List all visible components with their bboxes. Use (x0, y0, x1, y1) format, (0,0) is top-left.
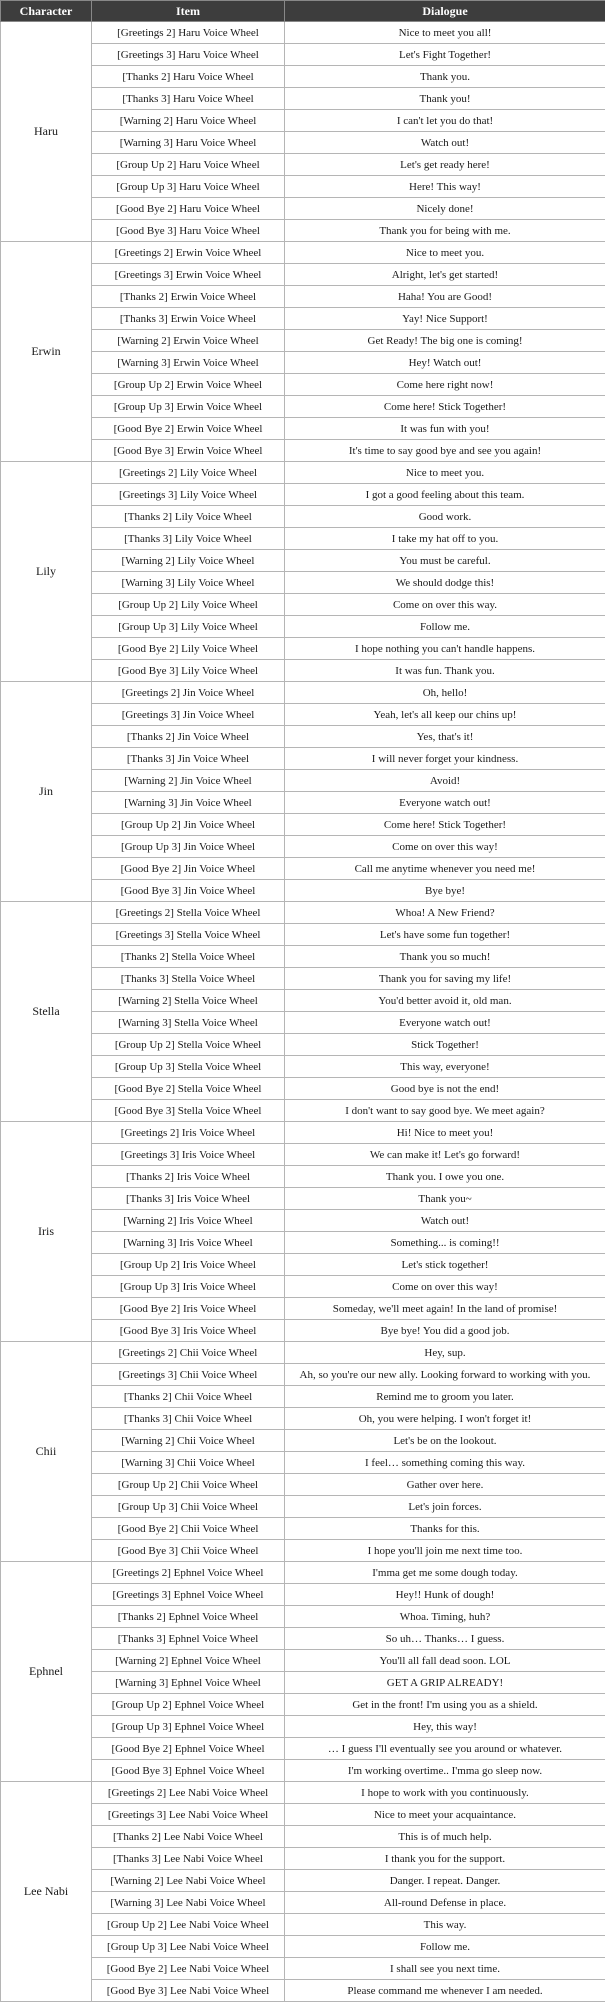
table-row (1, 484, 605, 506)
character-cell: Jin (1, 682, 92, 902)
item-cell: [Greetings 3] Chii Voice Wheel (92, 1364, 285, 1386)
table-row (1, 1782, 605, 1804)
table-row (1, 1694, 605, 1716)
dialogue-cell: I can't let you do that! (285, 110, 605, 132)
item-cell: [Group Up 2] Lee Nabi Voice Wheel (92, 1914, 285, 1936)
item-cell: [Greetings 3] Stella Voice Wheel (92, 924, 285, 946)
item-cell: [Warning 3] Haru Voice Wheel (92, 132, 285, 154)
dialogue-cell: Here! This way! (285, 176, 605, 198)
dialogue-cell: Everyone watch out! (285, 1012, 605, 1034)
dialogue-cell: I will never forget your kindness. (285, 748, 605, 770)
table-row (1, 1144, 605, 1166)
dialogue-cell: Thank you. (285, 66, 605, 88)
character-cell: Haru (1, 22, 92, 242)
dialogue-cell: Let's stick together! (285, 1254, 605, 1276)
item-cell: [Warning 3] Ephnel Voice Wheel (92, 1672, 285, 1694)
item-cell: [Group Up 3] Erwin Voice Wheel (92, 396, 285, 418)
dialogue-cell: Come on over this way! (285, 1276, 605, 1298)
dialogue-cell: This way. (285, 1914, 605, 1936)
item-cell: [Greetings 3] Iris Voice Wheel (92, 1144, 285, 1166)
item-cell: [Thanks 2] Erwin Voice Wheel (92, 286, 285, 308)
dialogue-cell: This way, everyone! (285, 1056, 605, 1078)
item-cell: [Group Up 2] Stella Voice Wheel (92, 1034, 285, 1056)
character-cell: Stella (1, 902, 92, 1122)
table-row (1, 1650, 605, 1672)
item-cell: [Good Bye 2] Iris Voice Wheel (92, 1298, 285, 1320)
header-character: Character (1, 1, 92, 22)
table-row (1, 616, 605, 638)
dialogue-cell: Stick Together! (285, 1034, 605, 1056)
table-body (1, 22, 605, 2002)
item-cell: [Warning 3] Erwin Voice Wheel (92, 352, 285, 374)
item-cell: [Warning 2] Erwin Voice Wheel (92, 330, 285, 352)
dialogue-cell: Nice to meet you all! (285, 22, 605, 44)
table-row (1, 1364, 605, 1386)
dialogue-cell: We should dodge this! (285, 572, 605, 594)
item-cell: [Group Up 3] Lily Voice Wheel (92, 616, 285, 638)
table-row (1, 1562, 605, 1584)
dialogue-cell: Oh, hello! (285, 682, 605, 704)
item-cell: [Greetings 2] Jin Voice Wheel (92, 682, 285, 704)
table-row (1, 66, 605, 88)
table-row (1, 396, 605, 418)
table-row (1, 220, 605, 242)
table-row (1, 198, 605, 220)
table-row (1, 1606, 605, 1628)
dialogue-cell: You must be careful. (285, 550, 605, 572)
item-cell: [Group Up 2] Jin Voice Wheel (92, 814, 285, 836)
character-cell: Ephnel (1, 1562, 92, 1782)
table-row (1, 308, 605, 330)
item-cell: [Thanks 2] Lee Nabi Voice Wheel (92, 1826, 285, 1848)
table-row (1, 1012, 605, 1034)
dialogue-cell: We can make it! Let's go forward! (285, 1144, 605, 1166)
dialogue-cell: Gather over here. (285, 1474, 605, 1496)
table-row (1, 110, 605, 132)
item-cell: [Warning 2] Haru Voice Wheel (92, 110, 285, 132)
item-cell: [Good Bye 3] Ephnel Voice Wheel (92, 1760, 285, 1782)
dialogue-cell: All-round Defense in place. (285, 1892, 605, 1914)
table-row (1, 1430, 605, 1452)
item-cell: [Thanks 2] Haru Voice Wheel (92, 66, 285, 88)
item-cell: [Good Bye 3] Stella Voice Wheel (92, 1100, 285, 1122)
item-cell: [Warning 2] Stella Voice Wheel (92, 990, 285, 1012)
item-cell: [Greetings 3] Lily Voice Wheel (92, 484, 285, 506)
item-cell: [Warning 3] Chii Voice Wheel (92, 1452, 285, 1474)
table-row (1, 1672, 605, 1694)
header-dialogue: Dialogue (285, 1, 605, 22)
item-cell: [Good Bye 2] Lily Voice Wheel (92, 638, 285, 660)
dialogue-cell: Hey!! Hunk of dough! (285, 1584, 605, 1606)
dialogue-cell: Good bye is not the end! (285, 1078, 605, 1100)
table-row (1, 352, 605, 374)
dialogue-cell: I don't want to say good bye. We meet again? (285, 1100, 605, 1122)
dialogue-cell: I'mma get me some dough today. (285, 1562, 605, 1584)
dialogue-cell: I take my hat off to you. (285, 528, 605, 550)
item-cell: [Warning 3] Iris Voice Wheel (92, 1232, 285, 1254)
item-cell: [Warning 3] Jin Voice Wheel (92, 792, 285, 814)
item-cell: [Good Bye 2] Erwin Voice Wheel (92, 418, 285, 440)
item-cell: [Good Bye 3] Jin Voice Wheel (92, 880, 285, 902)
dialogue-cell: It's time to say good bye and see you again! (285, 440, 605, 462)
item-cell: [Group Up 3] Jin Voice Wheel (92, 836, 285, 858)
dialogue-cell: You'd better avoid it, old man. (285, 990, 605, 1012)
item-cell: [Thanks 2] Jin Voice Wheel (92, 726, 285, 748)
table-row (1, 814, 605, 836)
dialogue-cell: Thank you. I owe you one. (285, 1166, 605, 1188)
dialogue-cell: Come on over this way! (285, 836, 605, 858)
table-row (1, 1342, 605, 1364)
item-cell: [Thanks 3] Erwin Voice Wheel (92, 308, 285, 330)
item-cell: [Greetings 3] Jin Voice Wheel (92, 704, 285, 726)
dialogue-cell: Yeah, let's all keep our chins up! (285, 704, 605, 726)
dialogue-cell: Follow me. (285, 1936, 605, 1958)
item-cell: [Good Bye 2] Jin Voice Wheel (92, 858, 285, 880)
table-row (1, 462, 605, 484)
dialogue-cell: Let's join forces. (285, 1496, 605, 1518)
table-row (1, 1628, 605, 1650)
table-row (1, 836, 605, 858)
item-cell: [Good Bye 3] Haru Voice Wheel (92, 220, 285, 242)
dialogue-cell: Nice to meet your acquaintance. (285, 1804, 605, 1826)
dialogue-cell: Come here right now! (285, 374, 605, 396)
table-row (1, 1210, 605, 1232)
item-cell: [Greetings 2] Chii Voice Wheel (92, 1342, 285, 1364)
table-row (1, 440, 605, 462)
table-row (1, 1980, 605, 2002)
table-row (1, 1738, 605, 1760)
dialogue-cell: Nice to meet you. (285, 242, 605, 264)
table-row (1, 528, 605, 550)
table-row (1, 1386, 605, 1408)
item-cell: [Thanks 3] Jin Voice Wheel (92, 748, 285, 770)
table-row (1, 22, 605, 44)
table-row (1, 968, 605, 990)
table-row (1, 594, 605, 616)
item-cell: [Good Bye 3] Lily Voice Wheel (92, 660, 285, 682)
item-cell: [Thanks 3] Iris Voice Wheel (92, 1188, 285, 1210)
table-row (1, 902, 605, 924)
item-cell: [Group Up 2] Lily Voice Wheel (92, 594, 285, 616)
table-row (1, 154, 605, 176)
dialogue-cell: Let's have some fun together! (285, 924, 605, 946)
dialogue-cell: Get in the front! I'm using you as a shield. (285, 1694, 605, 1716)
dialogue-cell: Yes, that's it! (285, 726, 605, 748)
table-row (1, 1804, 605, 1826)
dialogue-cell: Avoid! (285, 770, 605, 792)
dialogue-cell: Remind me to groom you later. (285, 1386, 605, 1408)
table-row (1, 1936, 605, 1958)
item-cell: [Group Up 2] Haru Voice Wheel (92, 154, 285, 176)
dialogue-cell: Get Ready! The big one is coming! (285, 330, 605, 352)
table-row (1, 792, 605, 814)
dialogue-cell: I hope nothing you can't handle happens. (285, 638, 605, 660)
table-row (1, 704, 605, 726)
item-cell: [Thanks 2] Chii Voice Wheel (92, 1386, 285, 1408)
dialogue-cell: Haha! You are Good! (285, 286, 605, 308)
table-row (1, 1320, 605, 1342)
table-row (1, 1034, 605, 1056)
table-row (1, 1914, 605, 1936)
item-cell: [Good Bye 2] Haru Voice Wheel (92, 198, 285, 220)
table-row (1, 242, 605, 264)
table-row (1, 660, 605, 682)
table-row (1, 1958, 605, 1980)
item-cell: [Greetings 2] Iris Voice Wheel (92, 1122, 285, 1144)
table-row (1, 638, 605, 660)
dialogue-cell: Whoa! A New Friend? (285, 902, 605, 924)
table-row (1, 1496, 605, 1518)
dialogue-cell: Watch out! (285, 1210, 605, 1232)
item-cell: [Group Up 2] Iris Voice Wheel (92, 1254, 285, 1276)
character-cell: Iris (1, 1122, 92, 1342)
dialogue-cell: Bye bye! (285, 880, 605, 902)
item-cell: [Thanks 3] Lee Nabi Voice Wheel (92, 1848, 285, 1870)
item-cell: [Warning 3] Lee Nabi Voice Wheel (92, 1892, 285, 1914)
dialogue-cell: I hope to work with you continuously. (285, 1782, 605, 1804)
table-row (1, 286, 605, 308)
item-cell: [Greetings 3] Lee Nabi Voice Wheel (92, 1804, 285, 1826)
item-cell: [Good Bye 2] Chii Voice Wheel (92, 1518, 285, 1540)
dialogue-cell: So uh… Thanks… I guess. (285, 1628, 605, 1650)
item-cell: [Thanks 2] Stella Voice Wheel (92, 946, 285, 968)
dialogue-cell: Thanks for this. (285, 1518, 605, 1540)
table-row (1, 418, 605, 440)
character-cell: Chii (1, 1342, 92, 1562)
item-cell: [Thanks 3] Haru Voice Wheel (92, 88, 285, 110)
dialogue-cell: Let's be on the lookout. (285, 1430, 605, 1452)
table-row (1, 1232, 605, 1254)
table-row (1, 1826, 605, 1848)
item-cell: [Group Up 2] Chii Voice Wheel (92, 1474, 285, 1496)
dialogue-cell: I thank you for the support. (285, 1848, 605, 1870)
item-cell: [Warning 2] Chii Voice Wheel (92, 1430, 285, 1452)
item-cell: [Thanks 2] Iris Voice Wheel (92, 1166, 285, 1188)
item-cell: [Greetings 3] Erwin Voice Wheel (92, 264, 285, 286)
dialogue-cell: Good work. (285, 506, 605, 528)
table-row (1, 264, 605, 286)
dialogue-cell: Thank you~ (285, 1188, 605, 1210)
dialogue-cell: Watch out! (285, 132, 605, 154)
item-cell: [Good Bye 2] Lee Nabi Voice Wheel (92, 1958, 285, 1980)
character-cell: Lee Nabi (1, 1782, 92, 2002)
table-row (1, 330, 605, 352)
table-row (1, 1276, 605, 1298)
character-cell: Lily (1, 462, 92, 682)
dialogue-cell: It was fun. Thank you. (285, 660, 605, 682)
dialogue-cell: You'll all fall dead soon. LOL (285, 1650, 605, 1672)
dialogue-cell: Someday, we'll meet again! In the land of promise! (285, 1298, 605, 1320)
table-row (1, 88, 605, 110)
item-cell: [Warning 2] Iris Voice Wheel (92, 1210, 285, 1232)
dialogue-cell: I hope you'll join me next time too. (285, 1540, 605, 1562)
dialogue-cell: Call me anytime whenever you need me! (285, 858, 605, 880)
dialogue-cell: Ah, so you're our new ally. Looking forward to working with you. (285, 1364, 605, 1386)
table-row (1, 1474, 605, 1496)
table-row (1, 1518, 605, 1540)
item-cell: [Greetings 2] Lee Nabi Voice Wheel (92, 1782, 285, 1804)
item-cell: [Greetings 2] Erwin Voice Wheel (92, 242, 285, 264)
table-row (1, 1870, 605, 1892)
item-cell: [Greetings 2] Stella Voice Wheel (92, 902, 285, 924)
dialogue-cell: Come here! Stick Together! (285, 814, 605, 836)
dialogue-cell: This is of much help. (285, 1826, 605, 1848)
item-cell: [Group Up 3] Stella Voice Wheel (92, 1056, 285, 1078)
item-cell: [Thanks 3] Stella Voice Wheel (92, 968, 285, 990)
table-row (1, 1122, 605, 1144)
table-row (1, 924, 605, 946)
dialogue-cell: Hey! Watch out! (285, 352, 605, 374)
table-row (1, 374, 605, 396)
dialogue-cell: Everyone watch out! (285, 792, 605, 814)
item-cell: [Thanks 3] Chii Voice Wheel (92, 1408, 285, 1430)
dialogue-cell: … I guess I'll eventually see you around or whatever. (285, 1738, 605, 1760)
table-row (1, 1166, 605, 1188)
item-cell: [Good Bye 2] Stella Voice Wheel (92, 1078, 285, 1100)
item-cell: [Thanks 2] Lily Voice Wheel (92, 506, 285, 528)
item-cell: [Group Up 3] Ephnel Voice Wheel (92, 1716, 285, 1738)
dialogue-cell: Something... is coming!! (285, 1232, 605, 1254)
dialogue-cell: Thank you for being with me. (285, 220, 605, 242)
item-cell: [Warning 2] Ephnel Voice Wheel (92, 1650, 285, 1672)
table-row (1, 748, 605, 770)
table-row (1, 682, 605, 704)
table-row (1, 550, 605, 572)
item-cell: [Good Bye 3] Chii Voice Wheel (92, 1540, 285, 1562)
table-row (1, 1760, 605, 1782)
dialogue-cell: I feel… something coming this way. (285, 1452, 605, 1474)
table-row (1, 1408, 605, 1430)
dialogue-cell: Oh, you were helping. I won't forget it! (285, 1408, 605, 1430)
dialogue-cell: Alright, let's get started! (285, 264, 605, 286)
character-cell: Erwin (1, 242, 92, 462)
table-row (1, 1100, 605, 1122)
item-cell: [Greetings 2] Lily Voice Wheel (92, 462, 285, 484)
item-cell: [Good Bye 3] Erwin Voice Wheel (92, 440, 285, 462)
item-cell: [Group Up 3] Chii Voice Wheel (92, 1496, 285, 1518)
dialogue-cell: Bye bye! You did a good job. (285, 1320, 605, 1342)
item-cell: [Greetings 2] Ephnel Voice Wheel (92, 1562, 285, 1584)
table-row (1, 176, 605, 198)
item-cell: [Group Up 3] Iris Voice Wheel (92, 1276, 285, 1298)
dialogue-cell: Let's get ready here! (285, 154, 605, 176)
dialogue-cell: I'm working overtime.. I'mma go sleep now. (285, 1760, 605, 1782)
item-cell: [Warning 3] Lily Voice Wheel (92, 572, 285, 594)
item-cell: [Group Up 2] Erwin Voice Wheel (92, 374, 285, 396)
dialogue-cell: Whoa. Timing, huh? (285, 1606, 605, 1628)
table-row (1, 726, 605, 748)
dialogue-cell: Come on over this way. (285, 594, 605, 616)
dialogue-cell: Hi! Nice to meet you! (285, 1122, 605, 1144)
dialogue-cell: Nicely done! (285, 198, 605, 220)
item-cell: [Good Bye 2] Ephnel Voice Wheel (92, 1738, 285, 1760)
dialogue-cell: Hey, this way! (285, 1716, 605, 1738)
dialogue-cell: Hey, sup. (285, 1342, 605, 1364)
table-row (1, 1540, 605, 1562)
dialogue-cell: I shall see you next time. (285, 1958, 605, 1980)
dialogue-cell: Yay! Nice Support! (285, 308, 605, 330)
item-cell: [Greetings 3] Ephnel Voice Wheel (92, 1584, 285, 1606)
table-row (1, 1078, 605, 1100)
dialogue-cell: Come here! Stick Together! (285, 396, 605, 418)
header-item: Item (92, 1, 285, 22)
dialogue-cell: Thank you so much! (285, 946, 605, 968)
table-row (1, 1452, 605, 1474)
table-row (1, 132, 605, 154)
dialogue-cell: Please command me whenever I am needed. (285, 1980, 605, 2002)
dialogue-cell: Thank you! (285, 88, 605, 110)
item-cell: [Good Bye 3] Lee Nabi Voice Wheel (92, 1980, 285, 2002)
table-row (1, 1584, 605, 1606)
header-row (1, 1, 605, 22)
dialogue-cell: Nice to meet you. (285, 462, 605, 484)
table-row (1, 1254, 605, 1276)
table-row (1, 946, 605, 968)
table-row (1, 1892, 605, 1914)
dialogue-cell: Follow me. (285, 616, 605, 638)
table-row (1, 1298, 605, 1320)
table-row (1, 572, 605, 594)
table-row (1, 1188, 605, 1210)
dialogue-cell: I got a good feeling about this team. (285, 484, 605, 506)
item-cell: [Greetings 2] Haru Voice Wheel (92, 22, 285, 44)
dialogue-cell: GET A GRIP ALREADY! (285, 1672, 605, 1694)
item-cell: [Greetings 3] Haru Voice Wheel (92, 44, 285, 66)
item-cell: [Good Bye 3] Iris Voice Wheel (92, 1320, 285, 1342)
item-cell: [Thanks 3] Lily Voice Wheel (92, 528, 285, 550)
item-cell: [Group Up 3] Lee Nabi Voice Wheel (92, 1936, 285, 1958)
item-cell: [Group Up 3] Haru Voice Wheel (92, 176, 285, 198)
item-cell: [Warning 3] Stella Voice Wheel (92, 1012, 285, 1034)
dialogue-cell: It was fun with you! (285, 418, 605, 440)
item-cell: [Thanks 2] Ephnel Voice Wheel (92, 1606, 285, 1628)
item-cell: [Warning 2] Lee Nabi Voice Wheel (92, 1870, 285, 1892)
table-row (1, 506, 605, 528)
dialogue-cell: Danger. I repeat. Danger. (285, 1870, 605, 1892)
item-cell: [Thanks 3] Ephnel Voice Wheel (92, 1628, 285, 1650)
table-row (1, 44, 605, 66)
table-row (1, 880, 605, 902)
table-row (1, 770, 605, 792)
table-row (1, 1716, 605, 1738)
table-row (1, 990, 605, 1012)
dialogue-cell: Thank you for saving my life! (285, 968, 605, 990)
dialogue-cell: Let's Fight Together! (285, 44, 605, 66)
item-cell: [Warning 2] Jin Voice Wheel (92, 770, 285, 792)
table-row (1, 858, 605, 880)
item-cell: [Warning 2] Lily Voice Wheel (92, 550, 285, 572)
table-row (1, 1848, 605, 1870)
table-row (1, 1056, 605, 1078)
item-cell: [Group Up 2] Ephnel Voice Wheel (92, 1694, 285, 1716)
